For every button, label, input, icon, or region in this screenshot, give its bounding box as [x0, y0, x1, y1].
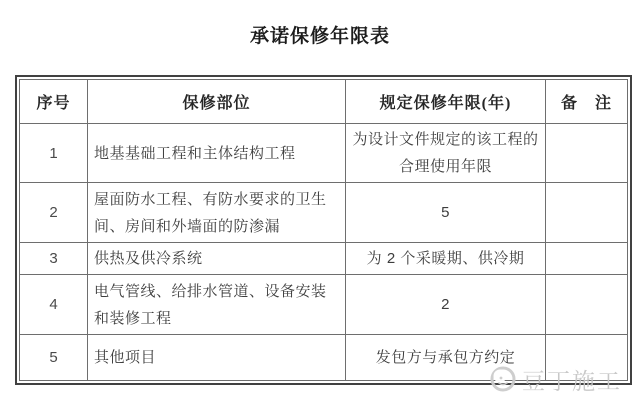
cell-warranty-period: 2: [346, 275, 546, 335]
table-row: [20, 275, 628, 335]
cell-warranty-period: 5: [346, 183, 546, 243]
warranty-table-container: [15, 75, 632, 385]
table-row: [20, 243, 628, 275]
cell-warranty-part: 供热及供冷系统: [88, 243, 346, 275]
cell-serial: 1: [20, 124, 88, 183]
warranty-table: [19, 79, 628, 381]
cell-remarks: [546, 124, 628, 183]
cell-warranty-period: 发包方与承包方约定: [346, 335, 546, 381]
watermark-text: 豆丁施工: [522, 367, 622, 394]
cell-warranty-part: 电气管线、给排水管道、设备安装和装修工程: [88, 275, 346, 335]
header-remarks: 备 注: [546, 80, 628, 124]
page-title: 承诺保修年限表: [249, 26, 390, 47]
cell-warranty-period: 为 2 个采暖期、供冷期: [346, 243, 546, 275]
cell-remarks: [546, 275, 628, 335]
cell-warranty-part: 地基基础工程和主体结构工程: [88, 124, 346, 183]
cell-remarks: [546, 183, 628, 243]
cell-serial: 5: [20, 335, 88, 381]
cell-warranty-part: 屋面防水工程、有防水要求的卫生间、房间和外墙面的防渗漏: [88, 183, 346, 243]
cell-serial: 2: [20, 183, 88, 243]
header-warranty-part: 保修部位: [88, 80, 346, 124]
cell-remarks: [546, 335, 628, 381]
cell-serial: 4: [20, 275, 88, 335]
cell-warranty-period: 为设计文件规定的该工程的合理使用年限: [346, 124, 546, 183]
table-row: [20, 183, 628, 243]
table-header-row: [20, 80, 628, 124]
cell-warranty-part: 其他项目: [88, 335, 346, 381]
cell-remarks: [546, 243, 628, 275]
table-row: [20, 124, 628, 183]
cell-serial: 3: [20, 243, 88, 275]
table-row: [20, 335, 628, 381]
header-serial: 序号: [20, 80, 88, 124]
header-warranty-period: 规定保修年限(年): [346, 80, 546, 124]
